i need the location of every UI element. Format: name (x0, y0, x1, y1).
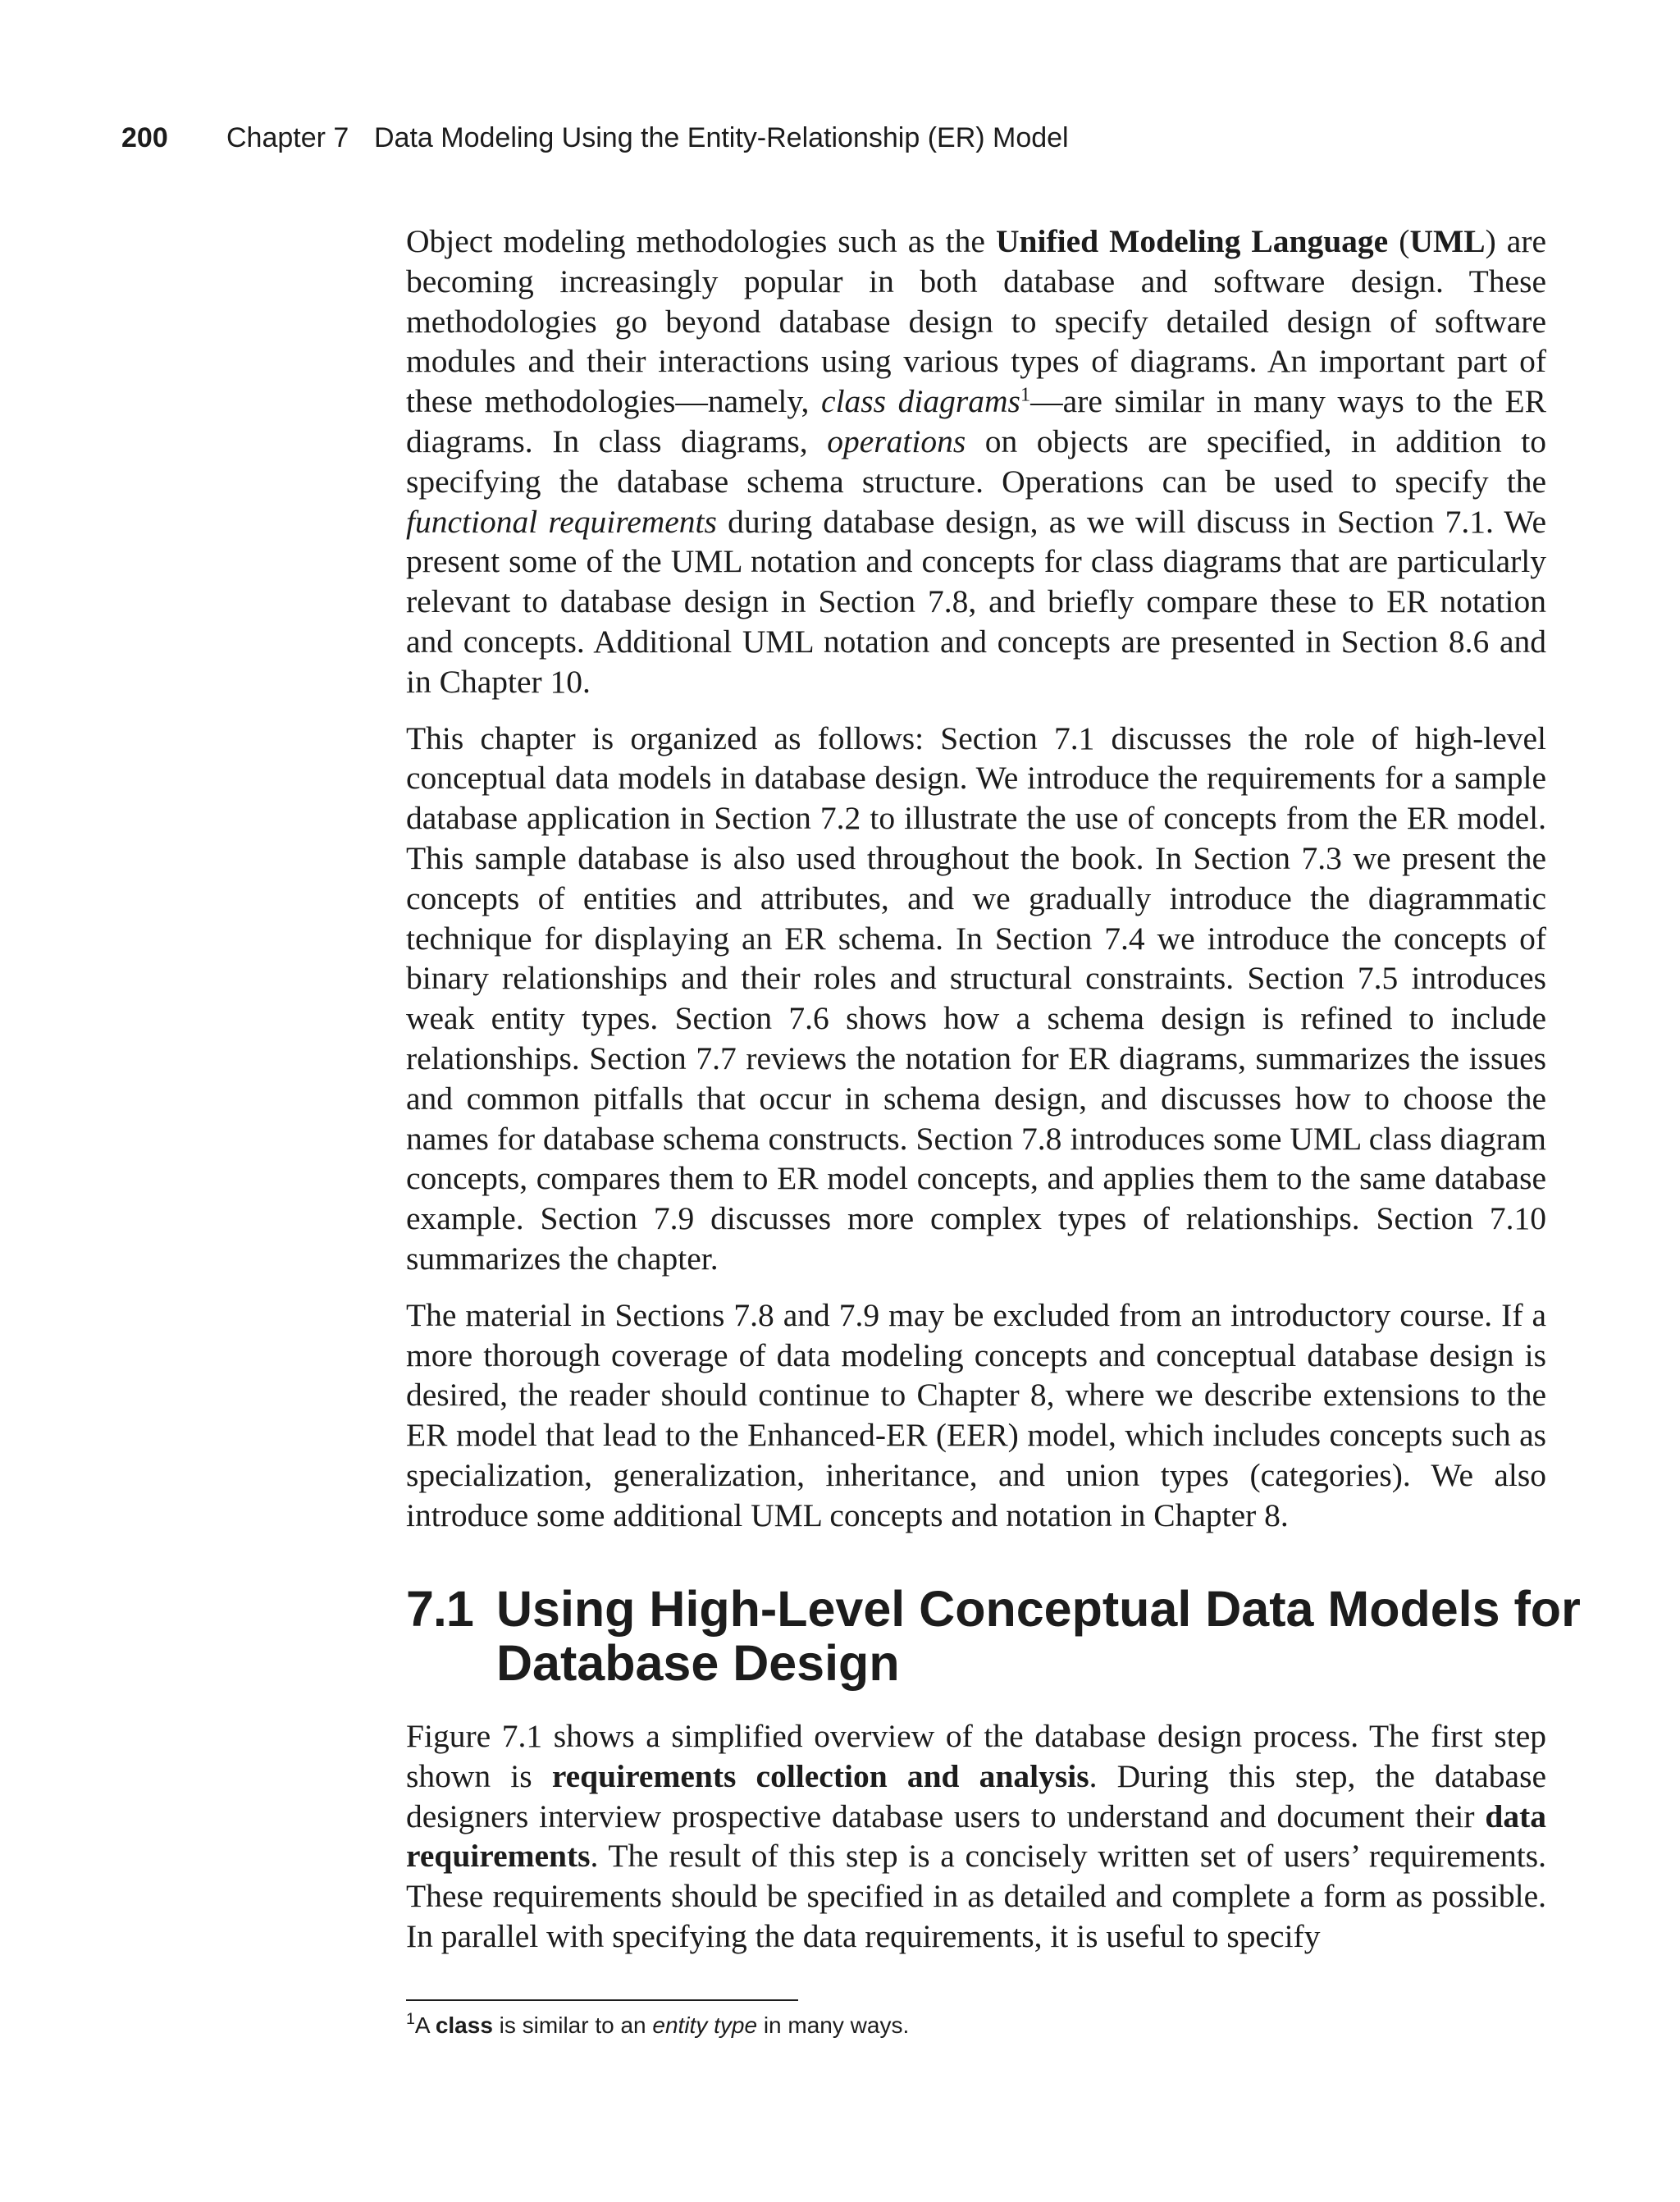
footnote-marker: 1 (406, 2010, 415, 2029)
italic-term: class diagrams (821, 383, 1020, 420)
italic-term: entity type (652, 2012, 758, 2038)
text-run: —are similar in many ways to the ER diagrams. In class diagrams, (406, 383, 1546, 459)
bold-term: data requirements (406, 1798, 1546, 1875)
text-run: . During this step, the database designers interview prospective database users to understand and document their (406, 1757, 1546, 1834)
text-run: in many ways. (757, 2012, 910, 2038)
text-run: ( (1388, 223, 1410, 259)
section-number: 7.1 (406, 1581, 473, 1637)
footnote-reference: 1 (1020, 383, 1031, 406)
chapter-title: Data Modeling Using the Entity-Relationship (ER) Model (374, 122, 1069, 153)
text-run: ) are becoming increasingly popular in both database and software design. These methodologies go beyond database design to specify detailed design of software modules and their interactions using various types of diagrams. An important part of these methodologies—namely, (406, 223, 1547, 420)
text-run: . The result of this step is a concisely written set of users’ requirements. These requirements should be specified in as detailed and complete a form as possible. In parallel with specifying the data requirements, it is useful to specify (406, 1838, 1546, 1954)
text-run: during database design, as we will discuss in Section 7.1. We present some of the UML notation and concepts for class diagrams that are particularly relevant to database design in Section 7.8, and briefly compare these to ER notation and concepts. Additional UML notation and concepts are presented in Section 8.6 and in Chapter 10. (406, 503, 1546, 700)
paragraph-chapter-organization: This chapter is organized as follows: Section 7.1 discusses the role of high-level conceptual data models in database design. We introduce the requirements for a sample database application in Section 7.2 to illustrate the use of concepts from the ER model. This sample database is also used throughout the book. In Section 7.3 we present the concepts of entities and attributes, and we gradually introduce the diagrammatic technique for displaying an ER schema. In Section 7.4 we introduce the concepts of binary relationships and their roles and structural constraints. Section 7.5 introduces weak entity types. Section 7.6 shows how a schema design is refined to include relationships. Section 7.7 reviews the notation for ER diagrams, summarizes the issues and common pitfalls that occur in schema design, and discusses how to choose the names for database schema constructs. Section 7.8 introduces some UML class diagram concepts, compares them to ER model concepts, and applies them to the same database example. Section 7.9 discusses more complex types of relationships. Section 7.10 summarizes the chapter. (406, 720, 1546, 1277)
intro-body (406, 222, 1546, 1552)
paragraph-design-process (406, 1716, 1546, 1957)
bold-term: class (435, 2012, 493, 2038)
text-run: Object modeling methodologies such as the (406, 223, 996, 259)
text-run: Figure 7.1 shows a simplified overview of the database design process. The first step shown is (406, 1718, 1546, 1794)
paragraph-optional-material: The material in Sections 7.8 and 7.9 may be excluded from an introductory course. If a more thorough coverage of data modeling concepts and conceptual database design is desired, the reader should continue to Chapter 8, where we describe extensions to the ER model that lead to the Enhanced-ER (EER) model, which includes concepts such as specialization, generalization, inheritance, and union types (categories). We also introduce some additional UML concepts and notation in Chapter 8. (406, 1296, 1546, 1533)
text-run: on objects are specified, in addition to specifying the database schema structure. Operations can be used to specify the (406, 423, 1547, 500)
italic-term: operations (827, 423, 966, 459)
chapter-label: Chapter 7 (226, 122, 349, 153)
page-number: 200 (121, 122, 168, 153)
section-body (406, 1716, 1546, 1973)
section-heading (406, 1582, 1604, 1690)
paragraph-uml (406, 222, 1546, 702)
text-run: is similar to an (492, 2012, 653, 2038)
running-header (121, 121, 1069, 154)
bold-term: Unified Modeling Language (995, 223, 1389, 259)
bold-term: UML (1409, 223, 1486, 259)
text-run: A (414, 2012, 436, 2038)
italic-term: functional requirements (406, 503, 717, 540)
section-title: Using High-Level Conceptual Data Models for Database Design (496, 1581, 1581, 1691)
footnote-divider (406, 1999, 798, 2001)
bold-term: requirements collection and analysis (551, 1757, 1089, 1794)
footnote (406, 2012, 909, 2040)
